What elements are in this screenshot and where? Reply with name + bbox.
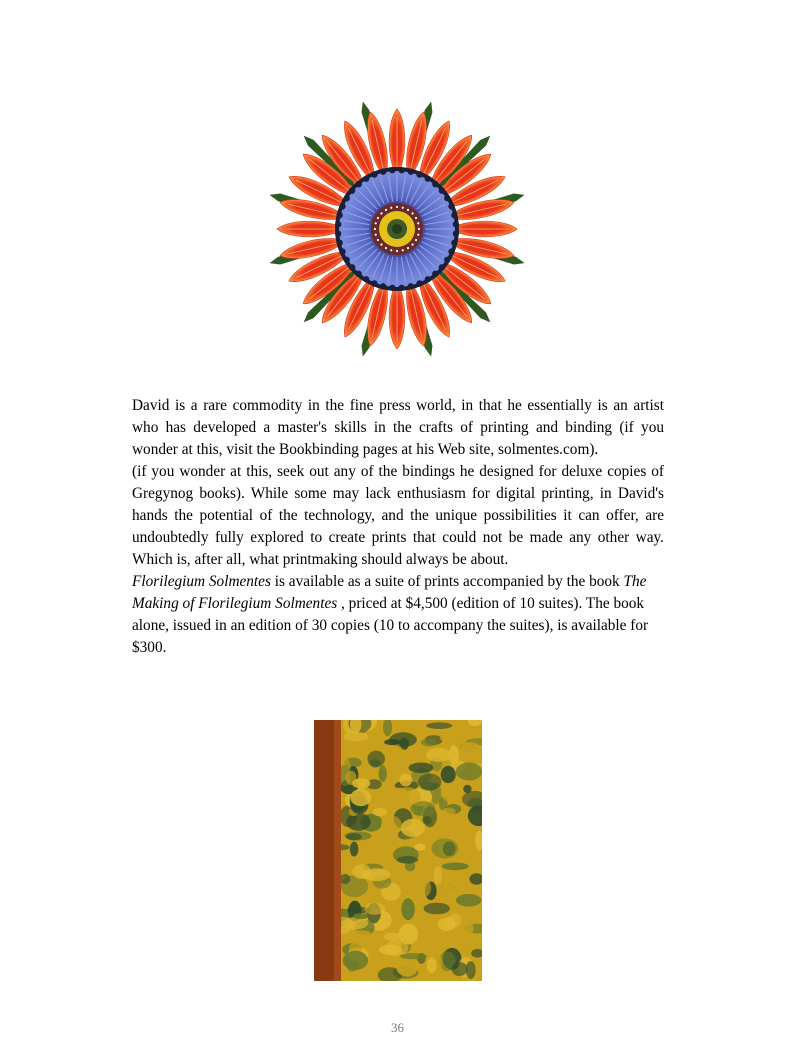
body-text bbox=[132, 395, 664, 659]
paragraph-availability bbox=[132, 571, 664, 659]
flower-illustration bbox=[265, 97, 529, 361]
paragraph-bindings: (if you wonder at this, seek out any of the bindings he designed for deluxe copies of Gregynog books). While some may lack enthusiasm for digital printing, in David's hands the potential of the technology, and the unique possibilities it can offer, are undoubtedly fully explored to create prints that could not be made any other way. Which is, after all, what printmaking should always be about. bbox=[132, 463, 664, 568]
page-number: 36 bbox=[391, 1020, 404, 1035]
availability-text-1: is available as a suite of prints accompanied by the book bbox=[270, 573, 624, 590]
work-title: Florilegium Solmentes bbox=[132, 573, 271, 590]
book-title: The Making of Florilegium Solmentes bbox=[132, 573, 647, 612]
availability-text-2: , priced at $4,500 (edition of 10 suites). The book alone, issued in an edition of 30 copies (10 to accompany the suites), is available for $300. bbox=[132, 595, 649, 656]
marbled-book-cover bbox=[314, 720, 482, 981]
paragraph-intro: David is a rare commodity in the fine press world, in that he essentially is an artist who has developed a master's skills in the crafts of printing and binding (if you wonder at this, visit the Bookbinding pages at his Web site, solmentes.com). bbox=[132, 397, 664, 458]
